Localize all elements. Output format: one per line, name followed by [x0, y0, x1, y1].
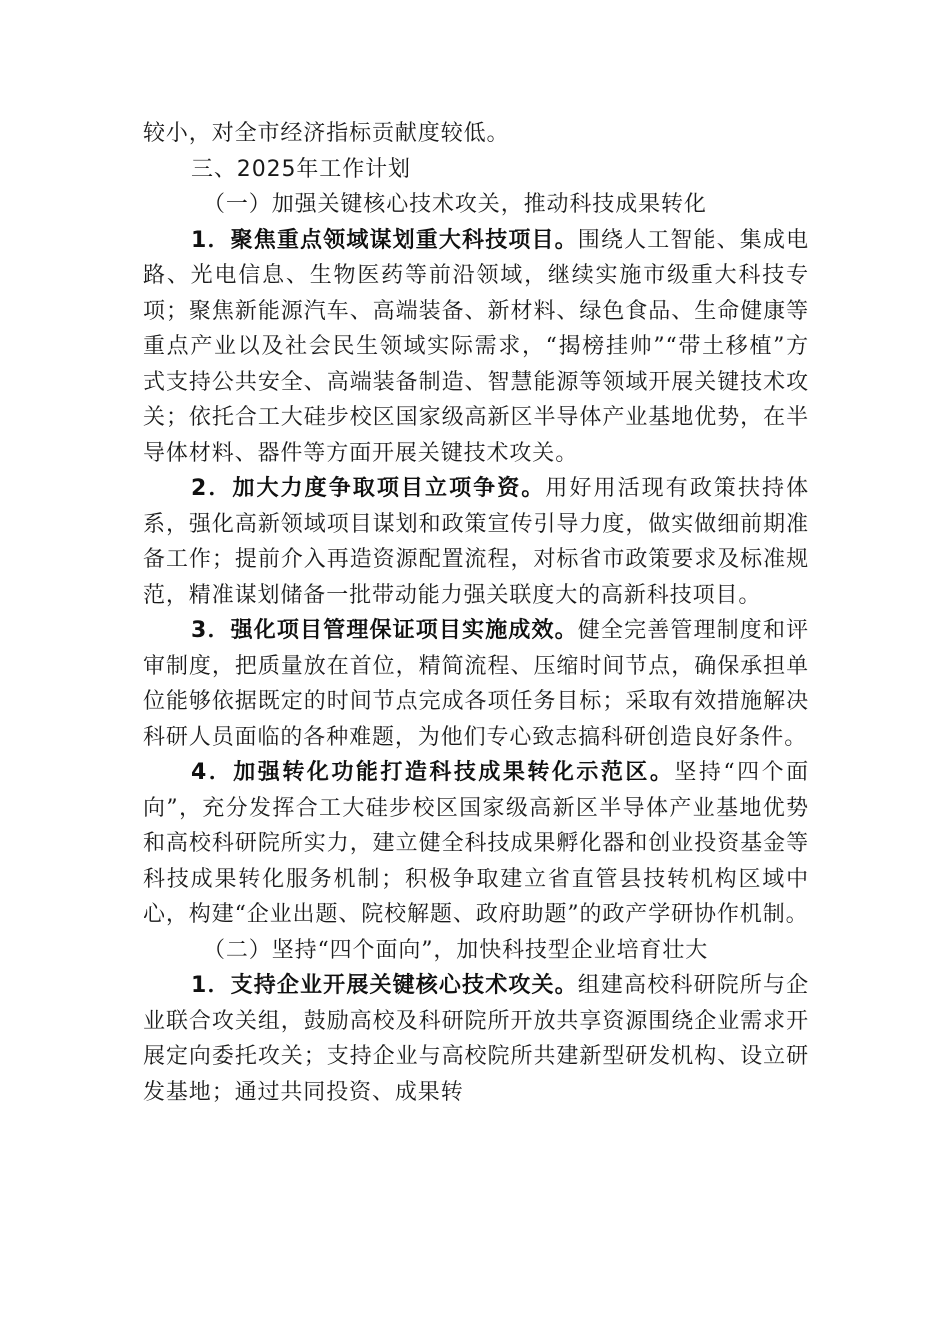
item-body: 组建高校科研院所与企业联合攻关组，鼓励高校及科研院所开放共享资源围绕企业需求开展定向委托攻关；支持企业与高校院所共建新型研发机构、设立研发基地；通过共同投资、成果转 [143, 973, 809, 1105]
section-heading-work-plan: 三、2025年工作计划 [191, 156, 411, 182]
item-paragraph-2 [143, 471, 809, 613]
item-body: 围绕人工智能、集成电路、光电信息、生物医药等前沿领域，继续实施市级重大科技专项；聚焦新能源汽车、高端装备、新材料、绿色食品、生命健康等重点产业以及社会民生领域实际需求，“揭榜挂帅”“带土移植”方式支持公共安全、高端装备制造、智慧能源等领域开展关键技术攻关；依托合工大硅步校区国家级高新区半导体产业基地优势，在半导体材料、器件等方面开展关键技术攻关。 [143, 227, 809, 466]
item-paragraph-5 [143, 968, 809, 1110]
item-lead: 2．加大力度争取项目立项争资。 [191, 476, 546, 501]
item-paragraph-3 [143, 613, 809, 755]
item-lead: 3．强化项目管理保证项目实施成效。 [191, 618, 578, 643]
item-body: 用好用活现有政策扶持体系，强化高新领域项目谋划和政策宣传引导力度，做实做细前期准备工作；提前介入再造资源配置流程，对标省市政策要求及标准规范，精准谋划储备一批带动能力强关联度大的高新科技项目。 [143, 476, 810, 608]
item-paragraph-4 [143, 755, 809, 933]
item-body: 健全完善管理制度和评审制度，把质量放在首位，精简流程、压缩时间节点，确保承担单位能够依据既定的时间节点完成各项任务目标；采取有效措施解决科研人员面临的各种难题，为他们专心致志搞科研创造良好条件。 [143, 618, 809, 750]
item-paragraph-1 [143, 223, 809, 472]
item-lead: 4．加强转化功能打造科技成果转化示范区。 [191, 760, 675, 785]
document-body [143, 116, 809, 1110]
subheading-enterprise-cultivation: （二）坚持“四个面向”，加快科技型企业培育壮大 [203, 937, 709, 963]
paragraph-continuation: 较小，对全市经济指标贡献度较低。 [143, 121, 510, 146]
item-lead: 1．支持企业开展关键核心技术攻关。 [191, 973, 578, 998]
subheading-tech-breakthrough: （一）加强关键核心技术攻关，推动科技成果转化 [203, 192, 707, 217]
item-lead: 1．聚焦重点领域谋划重大科技项目。 [191, 227, 578, 253]
item-body: 坚持“四个面向”，充分发挥合工大硅步校区国家级高新区半导体产业基地优势和高校科研院所实力，建立健全科技成果孵化器和创业投资基金等科技成果转化服务机制；积极争取建立省直管县技转机构区域中心，构建“企业出题、院校解题、政府助题”的政产学研协作机制。 [143, 760, 809, 927]
